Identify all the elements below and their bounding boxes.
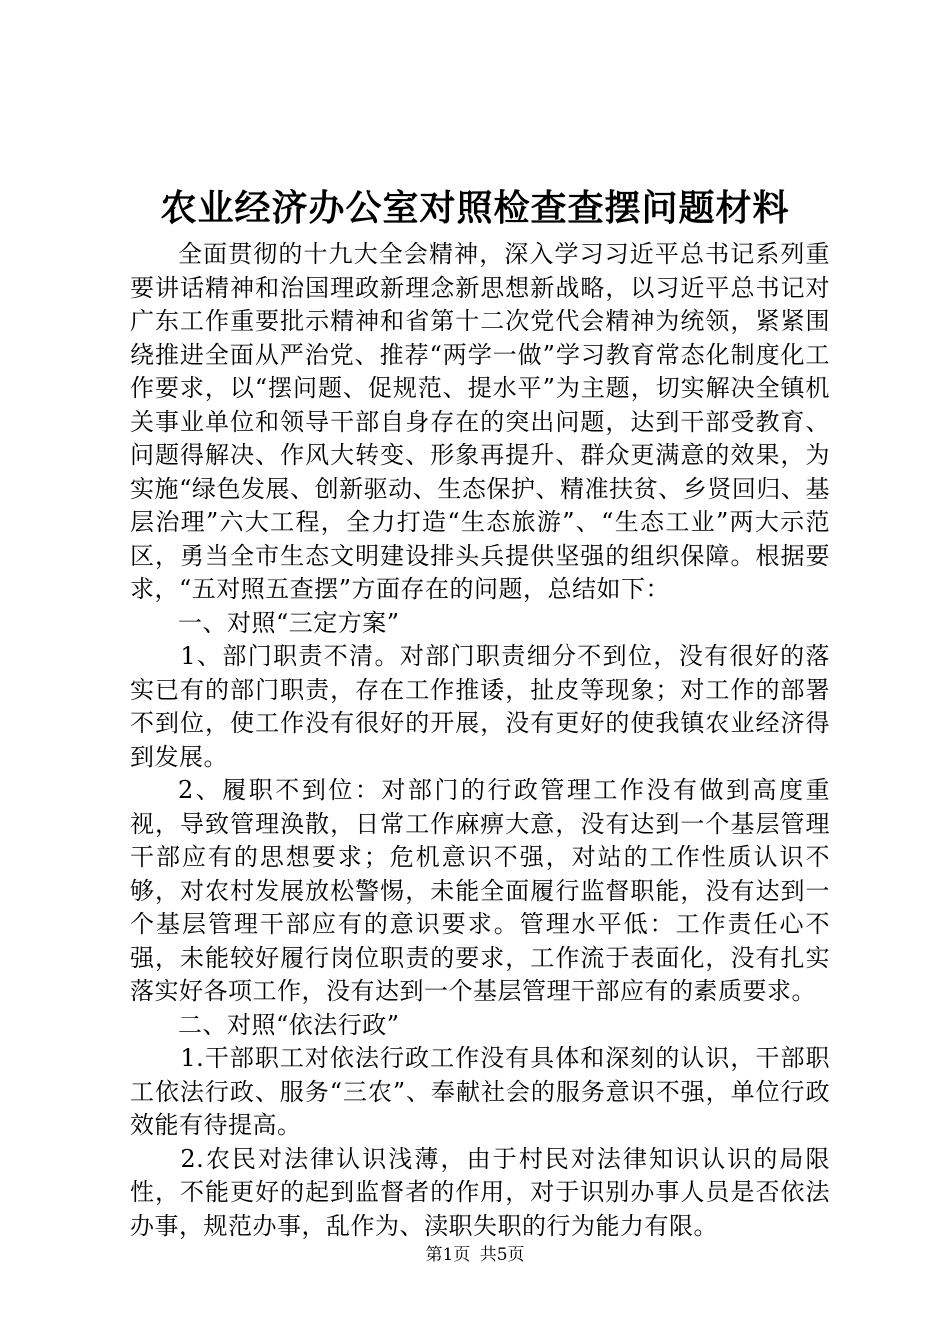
document-body — [130, 238, 830, 1243]
section-1-item-1: 1、部门职责不清。对部门职责细分不到位，没有很好的落实已有的部门职责，存在工作推诿，扯皮等现象；对工作的部署不到位，使工作没有很好的开展，没有更好的使我镇农业经济得到发展。 — [130, 642, 830, 771]
page-number: 第1页 — [425, 1245, 471, 1265]
section-1-item-2: 2、履职不到位：对部门的行政管理工作没有做到高度重视，导致管理涣散，日常工作麻痹大意，没有达到一个基层管理干部应有的思想要求；危机意识不强，对站的工作性质认识不够，对农村发展放松警惕，未能全面履行监督职能，没有达到一个基层管理干部应有的意识要求。管理水平低：工作责任心不强，未能较好履行岗位职责的要求，工作流于表面化，没有扎实落实好各项工作，没有达到一个基层管理干部应有的素质要求。 — [130, 776, 830, 1005]
intro-paragraph: 全面贯彻的十九大全会精神，深入学习习近平总书记系列重要讲话精神和治国理政新理念新思想新战略，以习近平总书记对广东工作重要批示精神和省第十二次党代会精神为统领，紧紧围绕推进全面从严治党、推荐“两学一做”学习教育常态化制度化工作要求，以“摆问题、促规范、提水平”为主题，切实解决全镇机关事业单位和领导干部自身存在的突出问题，达到干部受教育、问题得解决、作风大转变、形象再提升、群众更满意的效果，为实施“绿色发展、创新驱动、生态保护、精准扶贫、乡贤回归、基层治理”六大工程，全力打造“生态旅游”、“生态工业”两大示范区，勇当全市生态文明建设排头兵提供坚强的组织保障。根据要求，“五对照五查摆”方面存在的问题，总结如下： — [130, 240, 830, 603]
page-footer — [0, 1243, 950, 1267]
page-total: 共5页 — [479, 1245, 525, 1265]
section-heading-2: 二、对照“依法行政” — [178, 1010, 400, 1039]
document-title: 农业经济办公室对照检查查摆问题材料 — [160, 187, 790, 229]
section-2-item-1: 1.干部职工对依法行政工作没有具体和深刻的认识，干部职工依法行政、服务“三农”、奉献社会的服务意识不强，单位行政效能有待提高。 — [130, 1044, 830, 1139]
section-heading-1: 一、对照“三定方案” — [178, 608, 400, 637]
section-2-item-2: 2.农民对法律认识浅薄，由于村民对法律知识认识的局限性，不能更好的起到监督者的作用，对于识别办事人员是否依法办事，规范办事，乱作为、渎职失职的行为能力有限。 — [130, 1144, 830, 1240]
